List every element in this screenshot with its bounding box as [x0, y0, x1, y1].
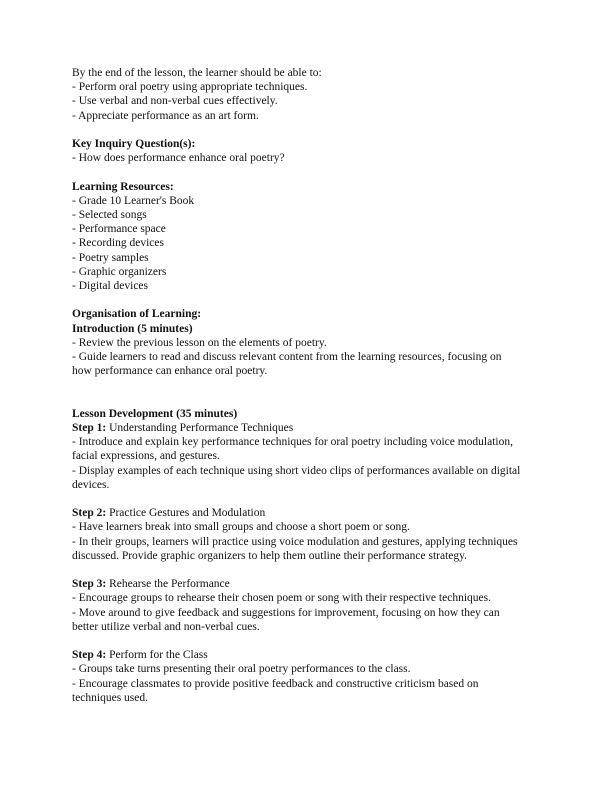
key-inquiry-heading: Key Inquiry Question(s): — [72, 138, 196, 150]
step-3-block — [72, 577, 540, 634]
objectives-section — [72, 66, 540, 123]
key-inquiry-item: - How does performance enhance oral poetry? — [72, 152, 285, 165]
step-2-item: - Have learners break into small groups and choose a short poem or song. — [72, 521, 410, 534]
introduction-item: - Guide learners to read and discuss relevant content from the learning resources, focusing on — [72, 351, 502, 364]
key-inquiry-section — [72, 137, 540, 165]
objectives-lead: By the end of the lesson, the learner should be able to: — [72, 67, 322, 79]
step-4-item: techniques used. — [72, 691, 149, 704]
lesson-development-section — [72, 407, 540, 705]
step-2-item: - In their groups, learners will practice using voice modulation and gestures, applying techniques — [72, 535, 518, 548]
resource-item: - Recording devices — [72, 237, 164, 250]
introduction-item: - Review the previous lesson on the elements of poetry. — [72, 336, 327, 349]
organisation-section — [72, 307, 540, 378]
organisation-heading: Organisation of Learning: — [72, 308, 202, 321]
learning-resources-section — [72, 180, 540, 294]
objective-item: - Use verbal and non-verbal cues effectively. — [72, 95, 278, 108]
step-1-label: Step 1: — [72, 422, 107, 435]
objective-item: - Perform oral poetry using appropriate techniques. — [72, 81, 308, 94]
resource-item: - Selected songs — [72, 209, 147, 221]
lesson-development-heading: Lesson Development (35 minutes) — [72, 407, 238, 420]
step-3-title-line — [72, 577, 540, 591]
step-1-item: devices. — [72, 478, 110, 491]
introduction-heading: Introduction (5 minutes) — [72, 322, 193, 335]
objective-item: - Appreciate performance as an art form. — [72, 109, 259, 122]
step-3-item: - Move around to give feedback and suggestions for improvement, focusing on how they can — [72, 606, 500, 619]
resource-item: - Poetry samples — [72, 251, 149, 264]
step-1-item: - Display examples of each technique using short video clips of performances available on digital — [72, 464, 521, 477]
step-1-title: Understanding Performance Techniques — [106, 422, 294, 435]
step-4-item: - Encourage classmates to provide positive feedback and constructive criticism based on — [72, 677, 479, 690]
introduction-item: how performance can enhance oral poetry. — [72, 365, 268, 378]
step-3-item: - Encourage groups to rehearse their chosen poem or song with their respective techniques. — [72, 592, 491, 605]
step-1-item: - Introduce and explain key performance techniques for oral poetry including voice modulation, — [72, 436, 513, 449]
step-4-item: - Groups take turns presenting their oral poetry performances to the class. — [72, 663, 411, 676]
step-3-title: Rehearse the Performance — [106, 578, 230, 591]
resource-item: - Performance space — [72, 223, 166, 236]
resource-item: - Grade 10 Learner's Book — [72, 194, 195, 207]
learning-resources-heading: Learning Resources: — [72, 180, 174, 193]
step-4-title-line — [72, 648, 540, 662]
step-1-title-line — [72, 421, 540, 435]
step-2-block — [72, 506, 540, 563]
step-2-title: Practice Gestures and Modulation — [106, 507, 266, 520]
step-2-title-line — [72, 506, 540, 520]
step-3-item: better utilize verbal and non-verbal cues. — [72, 620, 260, 633]
step-4-block — [72, 648, 540, 705]
step-4-label: Step 4: — [72, 649, 107, 662]
step-1-item: facial expressions, and gestures. — [72, 450, 220, 463]
step-3-label: Step 3: — [72, 578, 107, 591]
step-4-title: Perform for the Class — [106, 649, 208, 662]
step-2-label: Step 2: — [72, 507, 107, 520]
step-1-block — [72, 421, 540, 492]
resource-item: - Digital devices — [72, 280, 149, 293]
step-2-item: discussed. Provide graphic organizers to help them outline their performance strategy. — [72, 549, 468, 562]
resource-item: - Graphic organizers — [72, 265, 167, 278]
